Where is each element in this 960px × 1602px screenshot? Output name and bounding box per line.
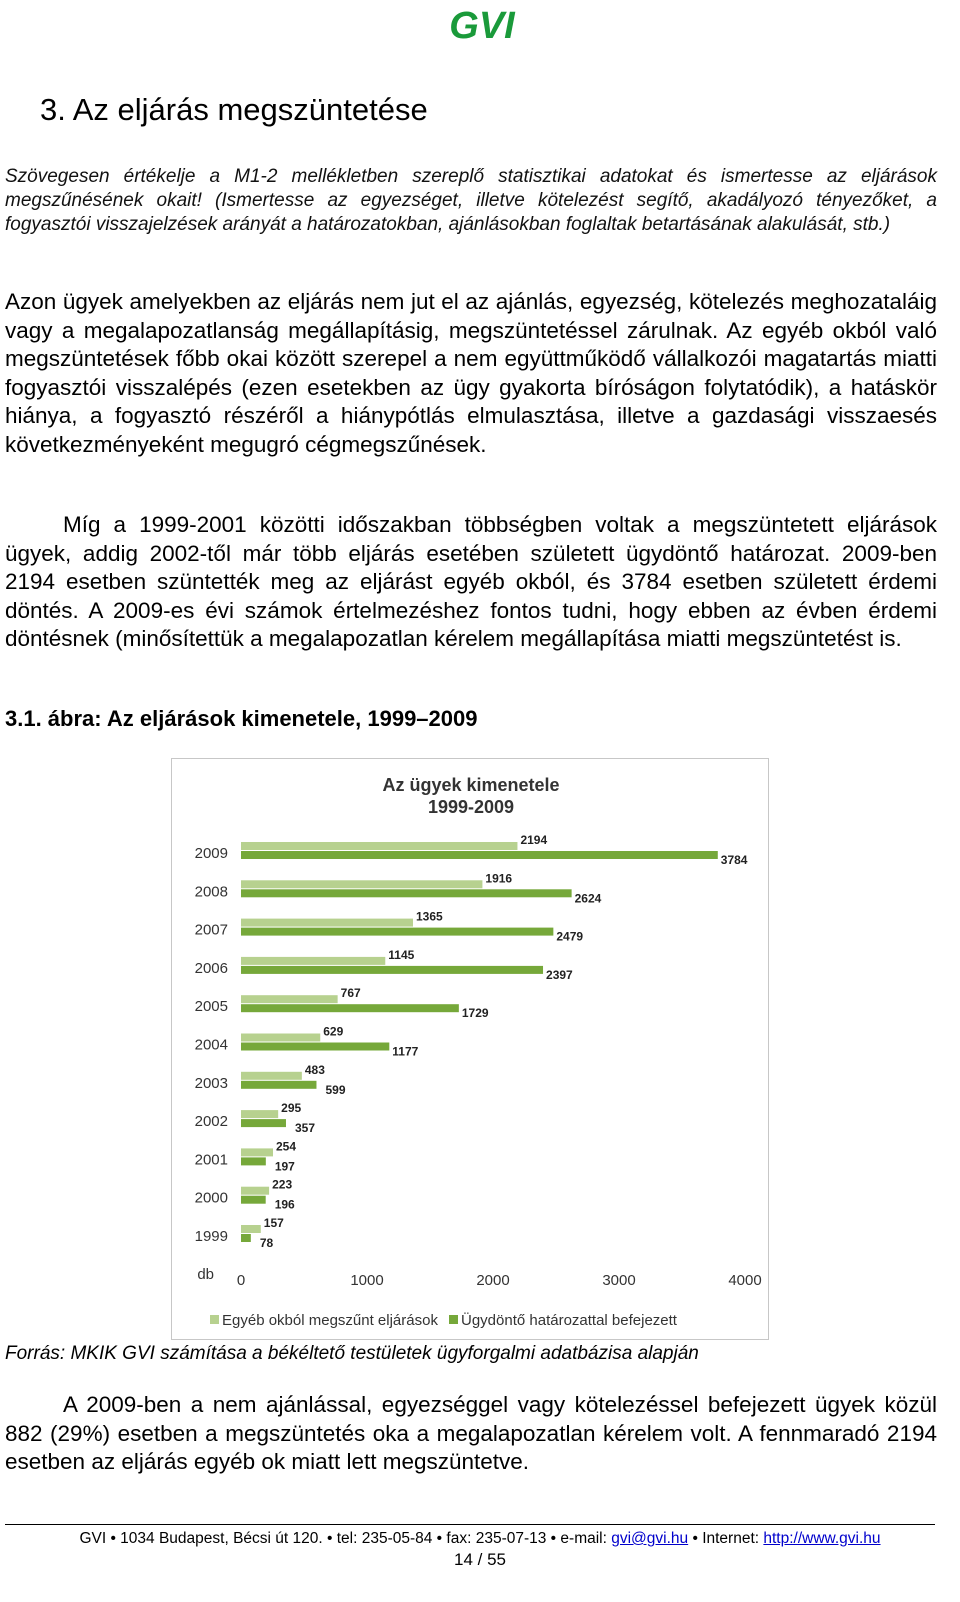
x-tick-label: 3000 <box>602 1272 636 1289</box>
data-label: 254 <box>276 1139 297 1154</box>
bar-decision <box>241 1157 266 1165</box>
footer-contact <box>0 1530 960 1548</box>
bar-other-reasons <box>241 1072 302 1080</box>
y-tick-label: 2009 <box>194 845 228 862</box>
y-tick-label: 2008 <box>194 883 228 901</box>
bar-other-reasons <box>241 842 517 850</box>
bar-other-reasons <box>241 1034 320 1042</box>
bar-other-reasons <box>241 1148 273 1156</box>
figure-title: 3.1. ábra: Az eljárások kimenetele, 1999–2009 <box>5 706 478 731</box>
bar-other-reasons <box>241 995 338 1003</box>
bar-decision <box>241 851 718 859</box>
page-heading: 3. Az eljárás megszüntetése <box>40 92 428 127</box>
data-label: 196 <box>274 1197 295 1212</box>
bar-other-reasons <box>241 1225 261 1233</box>
paragraph-trends <box>5 511 937 654</box>
y-tick-label: 2003 <box>194 1074 228 1092</box>
data-label: 599 <box>325 1082 346 1097</box>
x-tick-label: 0 <box>236 1272 246 1289</box>
bar-decision <box>241 966 543 974</box>
y-tick-label: 1999 <box>194 1228 228 1245</box>
legend-swatch <box>210 1315 219 1324</box>
bar-other-reasons <box>241 1187 269 1195</box>
bar-decision <box>241 928 553 936</box>
data-label: 197 <box>274 1159 295 1174</box>
data-label: 78 <box>259 1236 274 1250</box>
data-label: 1365 <box>415 909 443 924</box>
chart-frame <box>171 758 769 1340</box>
footer-website-link[interactable]: http://www.gvi.hu <box>763 1530 881 1547</box>
data-label: 357 <box>294 1121 316 1136</box>
legend-swatch <box>449 1315 458 1324</box>
chart-title-line: 1999-2009 <box>427 797 515 817</box>
page-number: 14 / 55 <box>454 1550 506 1569</box>
data-label: 1729 <box>461 1006 489 1021</box>
outcome-bar-chart <box>172 759 770 1341</box>
data-label: 223 <box>272 1177 293 1192</box>
y-tick-label: 2005 <box>194 998 228 1016</box>
y-tick-label: 2004 <box>194 1036 228 1054</box>
y-tick-label: 2000 <box>194 1189 228 1207</box>
bar-other-reasons <box>241 880 482 888</box>
data-label: 157 <box>263 1216 284 1230</box>
x-tick-label: 1000 <box>350 1272 384 1289</box>
footer-email-link[interactable]: gvi@gvi.hu <box>611 1530 689 1547</box>
intro-instructions: Szövegesen értékelje a M1-2 mellékletben szereplő statisztikai adatokat és ismertesse az eljárások megszűnésének okait! (Ismertesse az egyezséget, illetve kötelezést segítő, akadályozó tényezőket, a fogyasztói visszajelzések arányát a határozatokban, ajánlásokban foglaltak betartásának alakulását, stb.) <box>5 166 937 235</box>
bar-other-reasons <box>241 957 385 965</box>
data-label: 2194 <box>520 833 548 847</box>
footer-internet-label: • Internet: <box>688 1530 764 1547</box>
bar-decision <box>241 1081 316 1089</box>
legend-label: Ügydöntő határozattal befejezett <box>461 1312 677 1329</box>
data-label: 2624 <box>574 891 602 906</box>
y-tick-label: 2006 <box>194 959 228 977</box>
data-label: 2479 <box>556 929 584 944</box>
data-label: 483 <box>304 1062 325 1077</box>
gvi-logo <box>436 2 528 46</box>
x-tick-label: 2000 <box>476 1272 510 1289</box>
bar-decision <box>241 1004 459 1012</box>
bar-other-reasons <box>241 1110 278 1118</box>
gvi-logo-lettering: GVI <box>449 5 515 46</box>
bar-decision <box>241 1196 266 1204</box>
bar-other-reasons <box>241 919 413 927</box>
data-label: 1916 <box>485 871 513 886</box>
data-label: 1177 <box>392 1044 419 1059</box>
paragraph-2009-detail <box>5 1391 937 1477</box>
data-label: 1145 <box>388 947 415 962</box>
y-axis-unit-label: db <box>197 1266 214 1283</box>
footer-address: GVI • 1034 Budapest, Bécsi út 120. • tel: 235-05-84 • fax: 235-07-13 • e-mail: <box>79 1530 612 1547</box>
data-label: 2397 <box>546 967 573 982</box>
bar-decision <box>241 1234 251 1242</box>
paragraph-trends-text: Míg a 1999-2001 közötti időszakban többségben voltak a megszüntetett eljárások ügyek, addig 2002-től már több eljárás esetében született ügydöntő határozat. 2009-ben 2194 esetben szüntették meg az eljárást egyéb okból, és 3784 esetben született érdemi döntés. A 2009-es évi számok értelmezéshez fontos tudni, hogy ebben az évben érdemi döntésnek (minősítettük a megalapozatlan kérelem megállapítása miatti megszüntetést is. <box>5 512 937 652</box>
bar-decision <box>241 889 572 897</box>
legend-label: Egyéb okból megszűnt eljárások <box>222 1312 438 1329</box>
y-tick-label: 2002 <box>194 1113 228 1131</box>
data-label: 295 <box>281 1101 302 1116</box>
data-label: 629 <box>323 1024 344 1039</box>
bar-decision <box>241 1043 389 1051</box>
footer-divider <box>5 1524 935 1525</box>
x-tick-label: 4000 <box>728 1272 762 1289</box>
paragraph-2009-detail-text: A 2009-ben a nem ajánlással, egyezséggel vagy kötelezéssel befejezett ügyek közül 882 (29%) esetben a megszüntetés oka a megalapozatlan kérelem volt. A fennmaradó 2194 esetben az eljárás egyéb ok miatt lett megszüntetve. <box>5 1392 937 1475</box>
data-label: 3784 <box>720 853 748 867</box>
paragraph-termination-reasons: Azon ügyek amelyekben az eljárás nem jut el az ajánlás, egyezség, kötelezés meghozataláig vagy a megalapozatlanság megállapításig, megszüntetéssel zárulnak. Az egyéb okból való megszüntetések főbb okai között szerepel a nem együttműködő vállalkozói magatartás miatti fogyasztói visszalépés (ezen esetekben az ügy gyakorta bíróságon folytatódik), a hatáskör hiánya, a fogyasztó részéről a hiánypótlás elmulasztása, illetve a gazdasági visszaesés következményeként megugró cégmegszűnések. <box>5 289 937 457</box>
chart-title-line: Az ügyek kimenetele <box>382 775 560 795</box>
bar-decision <box>241 1119 286 1127</box>
y-tick-label: 2007 <box>194 921 228 939</box>
data-label: 767 <box>340 986 361 1001</box>
y-tick-label: 2001 <box>194 1151 228 1169</box>
figure-source: Forrás: MKIK GVI számítása a békéltető testületek ügyforgalmi adatbázisa alapján <box>5 1343 699 1364</box>
